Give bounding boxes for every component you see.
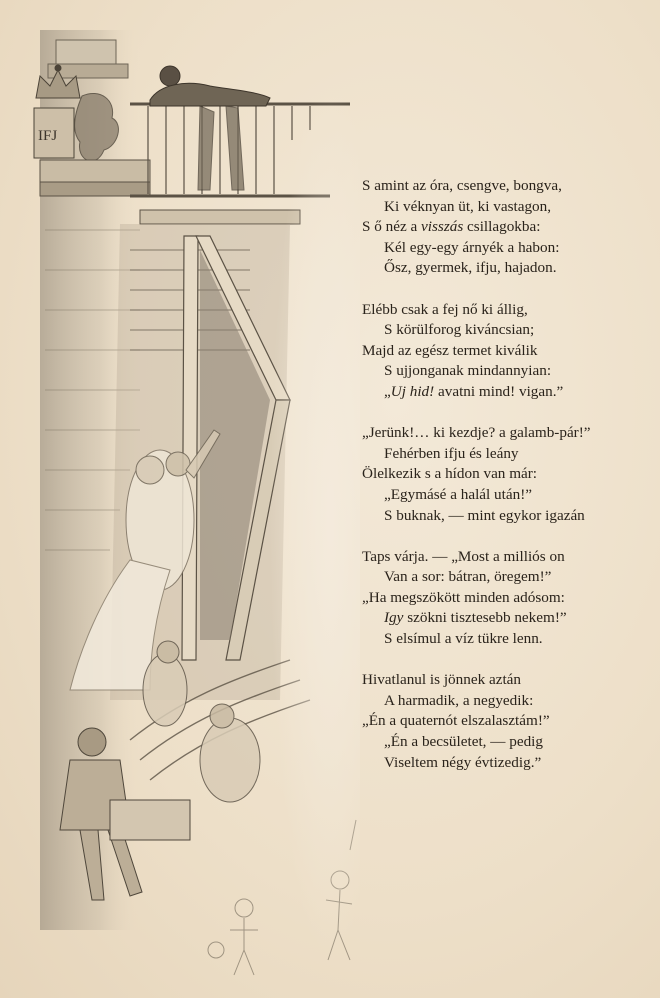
poem-line: „Jerünk!… ki kezdje? a galamb-pár!” xyxy=(362,424,591,442)
poem-line: „Én a becsületet, — pedig xyxy=(384,733,543,751)
poem-line: S buknak, — mint egykor igazán xyxy=(384,506,585,524)
poem-line: „Ha megszökött minden adósom: xyxy=(362,588,565,606)
poem-line: S ujjonganak mindannyian: xyxy=(384,362,552,380)
poem-line: „Egymásé a halál után!” xyxy=(384,485,533,503)
poem-line: Igy szökni tisztesebb nekem!” xyxy=(384,609,567,627)
poem-line: Ősz, gyermek, ifju, hajadon. xyxy=(384,259,557,277)
stanza-4 xyxy=(362,547,652,650)
poem-line: Kél egy-egy árnyék a habon: xyxy=(384,238,560,256)
italic-word: Igy xyxy=(384,609,404,627)
poem-line: Hivatlanul is jönnek aztán xyxy=(362,671,522,689)
poem-line: Van a sor: bátran, öregem!” xyxy=(384,568,552,586)
poem-line: Elébb csak a fej nő ki állig, xyxy=(362,300,528,318)
poem-line: Ölelkezik s a hídon van már: xyxy=(362,465,538,483)
poem-line: „Uj hid! avatni mind! vigan.” xyxy=(384,382,564,400)
poem-line: S körülforog kiváncsian; xyxy=(384,321,535,339)
stanza-5 xyxy=(362,670,652,773)
poem-line: Viseltem négy évtizedig.” xyxy=(384,753,542,771)
poem-line: „Én a quaternót elszalasztám!” xyxy=(362,712,550,730)
stanza-3 xyxy=(362,423,652,526)
monogram-text: IFJ xyxy=(38,128,58,144)
poem-line: A harmadik, a negyedik: xyxy=(384,691,534,709)
poem-line: Ki véknyan üt, ki vastagon, xyxy=(384,197,552,215)
italic-word: Uj hid! xyxy=(390,382,435,400)
poem-line: Taps várja. — „Most a milliós on xyxy=(362,547,565,565)
poem-line: S amint az óra, csengve, bongva, xyxy=(362,177,562,194)
stanza-1 xyxy=(362,176,652,279)
leaning-man-figure xyxy=(150,66,270,190)
poem-text xyxy=(362,176,652,794)
italic-word: visszás xyxy=(421,218,464,236)
poem-line: Majd az egész termet kiválik xyxy=(362,341,538,359)
poem-line: Fehérben ifju és leány xyxy=(384,444,519,462)
poem-line: S ő néz a visszás csillagokba: xyxy=(362,218,541,236)
stanza-2 xyxy=(362,300,652,403)
vertical-beam xyxy=(182,236,198,660)
poem-line: S elsímul a víz tükre lenn. xyxy=(384,630,543,648)
